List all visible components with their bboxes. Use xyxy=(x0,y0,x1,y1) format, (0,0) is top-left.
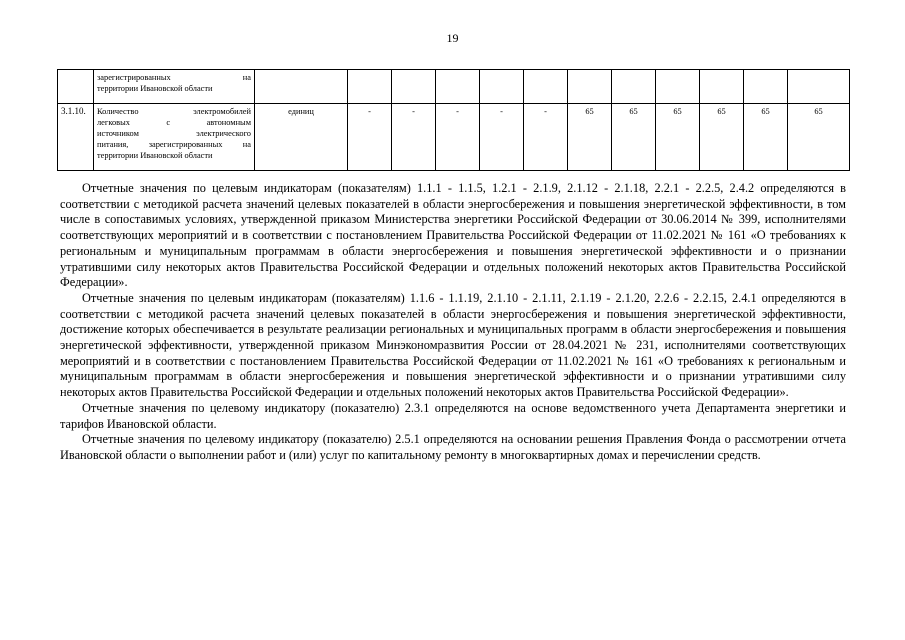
table-row xyxy=(58,70,850,104)
indicator-name-line: легковых с автономным xyxy=(97,118,251,127)
value-cell xyxy=(700,70,744,104)
value-cell xyxy=(788,70,850,104)
indicator-name-cell xyxy=(94,70,255,104)
value-cell: 65 xyxy=(568,104,612,171)
paragraph: Отчетные значения по целевому индикатору (показателю) 2.5.1 определяются на основании решения Правления Фонда о рассмотрении отчета Ивановской области о выполнении работ и (или) услуг по капитальному ремонту в многоквартирных домах и перечислении средств. xyxy=(60,432,846,462)
value-cell: - xyxy=(392,104,436,171)
value-cell xyxy=(348,70,392,104)
value-cell xyxy=(436,70,480,104)
indicator-table xyxy=(57,69,850,171)
indicator-name-line: территории Ивановской области xyxy=(97,84,213,93)
value-cell xyxy=(568,70,612,104)
value-cell: 65 xyxy=(788,104,850,171)
value-cell: 65 xyxy=(656,104,700,171)
indicator-name-cell xyxy=(94,104,255,171)
page-number: 19 xyxy=(446,31,459,45)
indicator-name-line: Количество электромобилей xyxy=(97,107,251,116)
value-cell: 65 xyxy=(612,104,656,171)
indicator-name-line: зарегистрированных на xyxy=(97,73,251,82)
indicator-name-line: источником электрического xyxy=(97,129,251,138)
table-row xyxy=(58,104,850,171)
unit-cell: единиц xyxy=(255,104,348,171)
value-cell: - xyxy=(480,104,524,171)
paragraph: Отчетные значения по целевому индикатору (показателю) 2.3.1 определяются на основе ведомственного учета Департамента энергетики и тарифов Ивановской области. xyxy=(60,400,846,431)
value-cell xyxy=(612,70,656,104)
value-cell: - xyxy=(436,104,480,171)
value-cell: - xyxy=(348,104,392,171)
paragraph: Отчетные значения по целевым индикаторам (показателям) 1.1.6 - 1.1.19, 2.1.10 - 2.1.11, 2.1.19 - 2.1.20, 2.2.6 - 2.2.15, 2.4.1 определяются в соответствии с методикой расчета значений целевых показателей в области энергосбережения и повышения энергетической эффективности, достижение которых обеспечивается в результате реализации региональных и муниципальных программ в области энергосбережения и повышения энергетической эффективности, утвержденной приказом Минэкономразвития России от 28.04.2021 № 231, исполнителями соответствующих мероприятий и в соответствии с постановлением Правительства Российской Федерации от 11.02.2021 № 161 «О требованиях к региональным и муниципальным программам в области энергосбережения и повышения энергетической эффективности и о признании утратившими силу некоторых актов Правительства Российской Федерации и отдельных положений некоторых актов Правительства Российской Федерации». xyxy=(60,290,846,400)
row-number-cell: 3.1.10. xyxy=(58,104,94,171)
row-number-cell xyxy=(58,70,94,104)
value-cell xyxy=(744,70,788,104)
value-cell xyxy=(656,70,700,104)
paragraph: Отчетные значения по целевым индикаторам (показателям) 1.1.1 - 1.1.5, 1.2.1 - 2.1.9, 2.1.12 - 2.1.18, 2.2.1 - 2.2.5, 2.4.2 определяются в соответствии с методикой расчета значений целевых показателей в области энергосбережения и повышения энергетической эффективности, в том числе в сопоставимых условиях, утвержденной приказом Министерства энергетики Российской Федерации от 30.06.2014 № 399, исполнителями соответствующих мероприятий и в соответствии с постановлением Правительства Российской Федерации от 11.02.2021 № 161 «О требованиях к региональным и муниципальным программам в области энергосбережения и повышения энергетической эффективности и о признании утратившими силу некоторых актов Правительства Российской Федерации и отдельных положений некоторых актов Правительства Российской Федерации». xyxy=(60,181,846,290)
value-cell: 65 xyxy=(744,104,788,171)
value-cell xyxy=(480,70,524,104)
value-cell: - xyxy=(524,104,568,171)
value-cell xyxy=(524,70,568,104)
body-text xyxy=(60,181,846,464)
value-cell: 65 xyxy=(700,104,744,171)
value-cell xyxy=(392,70,436,104)
unit-cell xyxy=(255,70,348,104)
indicator-name-line: территории Ивановской области xyxy=(97,151,213,160)
indicator-name-line: питания, зарегистрированных на xyxy=(97,140,251,149)
